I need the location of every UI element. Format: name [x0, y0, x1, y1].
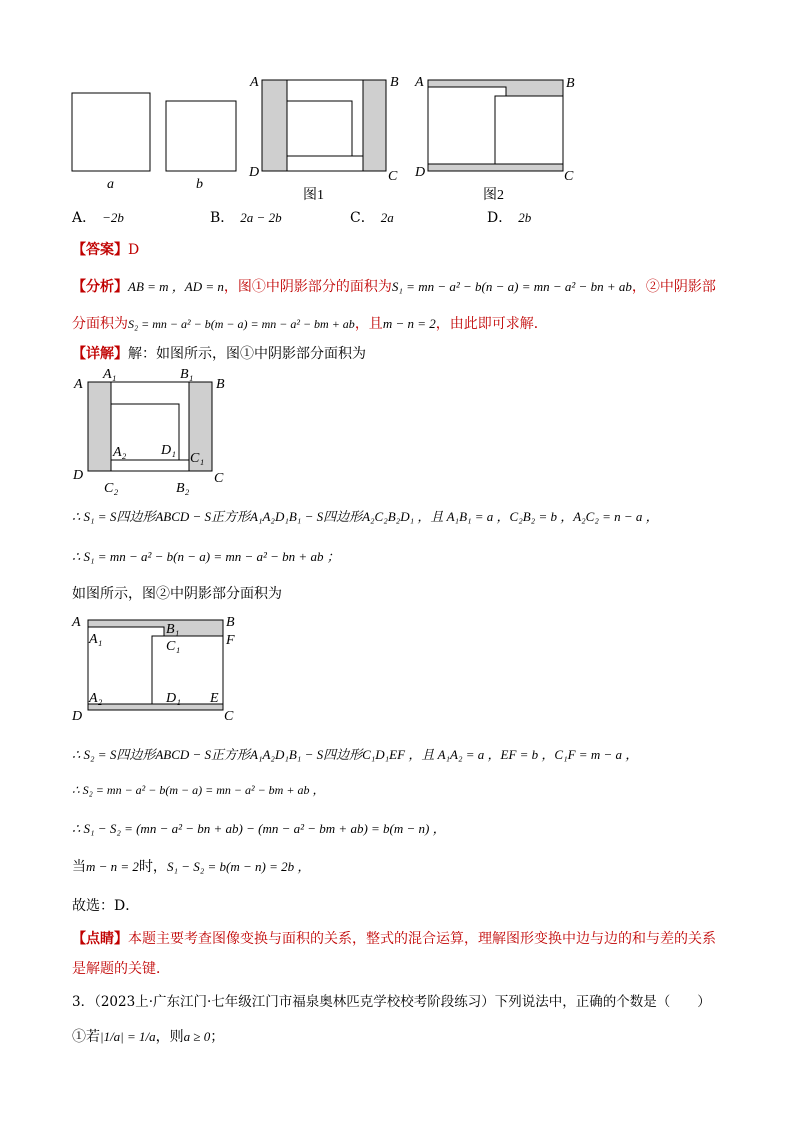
detail-line-4: ∴ S₂ = mn − a² − b(m − a) = mn − a² − bm + ab ， — [72, 783, 325, 797]
svg-text:A: A — [72, 615, 81, 630]
svg-text:B: B — [216, 377, 225, 392]
svg-text:B₂: B₂ — [176, 481, 190, 496]
figure-2 — [414, 75, 575, 203]
svg-text:C₁: C₁ — [190, 451, 205, 466]
svg-text:A₁: A₁ — [89, 632, 103, 647]
option-c[interactable]: C． 2a — [350, 210, 394, 226]
svg-text:A: A — [250, 75, 259, 90]
svg-text:B: B — [390, 75, 399, 90]
analysis-line-2: 分面积为S₂ = mn − a² − b(m − a) = mn − a² − bm + ab，且m − n = 2，由此即可求解． — [72, 316, 548, 332]
svg-text:C: C — [224, 709, 234, 724]
detail-diagram-1 — [68, 362, 238, 497]
svg-text:C: C — [214, 471, 224, 486]
svg-text:D₁: D₁ — [161, 443, 176, 458]
svg-text:A: A — [74, 377, 83, 392]
svg-text:A₂: A₂ — [89, 691, 103, 706]
comment-line-2: 是解题的关键． — [72, 961, 170, 977]
svg-text:E: E — [210, 691, 219, 706]
svg-text:B₁: B₁ — [166, 622, 180, 637]
answer-value: D — [128, 242, 140, 258]
detail-conclusion: 故选：D． — [72, 898, 140, 914]
answer-tag: 【答案】 — [72, 242, 128, 258]
detail-diagram-2 — [68, 608, 248, 726]
svg-text:A: A — [415, 75, 424, 90]
detail-line-3: ∴ S₂ = S四边形ABCD − S正方形A₁A₂D₁B₁ − S四边形C₁D₁EF ，且 A₁A₂ = a ，EF = b ，C₁F = m − a ， — [72, 747, 639, 762]
square-b-label: b — [196, 177, 203, 192]
question-3-item-1: ①若|1/a| = 1/a，则a ≥ 0； — [72, 1029, 225, 1045]
svg-text:B: B — [226, 615, 235, 630]
square-a — [72, 93, 150, 171]
svg-text:D: D — [249, 165, 260, 180]
square-b — [166, 101, 236, 171]
answer-line — [72, 239, 139, 259]
detail-intro: 【详解】解：如图所示，图①中阴影部分面积为 — [72, 346, 366, 362]
square-a-label: a — [107, 177, 114, 192]
svg-text:B: B — [566, 76, 575, 91]
svg-text:C₂: C₂ — [104, 481, 119, 496]
svg-text:D: D — [72, 709, 83, 724]
svg-text:A₁: A₁ — [103, 367, 117, 382]
svg-text:D₁: D₁ — [166, 691, 181, 706]
detail-line-2: ∴ S₁ = mn − a² − b(n − a) = mn − a² − bn + ab ； — [72, 549, 340, 564]
figure-2-caption: 图2 — [483, 188, 504, 203]
detail-intro-2: 如图所示，图②中阴影部分面积为 — [72, 586, 282, 602]
svg-text:C: C — [564, 169, 574, 184]
svg-text:C: C — [388, 169, 398, 184]
option-a[interactable]: A． −2b — [72, 210, 124, 226]
svg-text:A₂: A₂ — [113, 445, 127, 460]
figure-1-caption: 图1 — [303, 188, 324, 203]
detail-line-6: 当m − n = 2时，S₁ − S₂ = b(m − n) = 2b ， — [72, 859, 311, 875]
question-3-stem: 3．（2023上·广东江门·七年级江门市福泉奥林匹克学校校考阶段练习）下列说法中，正确的个数是（ ） — [72, 994, 711, 1010]
analysis-line-1: 【分析】AB = m ，AD = n，图①中阴影部分的面积为S₁ = mn − a² − b(n − a) = mn − a² − bn + ab，②中阴影部 — [72, 279, 716, 295]
svg-text:D: D — [73, 468, 84, 483]
top-figures — [60, 70, 600, 205]
svg-text:D: D — [415, 165, 426, 180]
detail-line-5: ∴ S₁ − S₂ = (mn − a² − bn + ab) − (mn − a² − bm + ab) = b(m − n) ， — [72, 821, 446, 836]
svg-text:C₁: C₁ — [166, 639, 181, 654]
svg-text:F: F — [226, 633, 235, 648]
svg-text:B₁: B₁ — [180, 367, 194, 382]
option-d[interactable]: D． 2b — [487, 210, 532, 226]
detail-line-1: ∴ S₁ = S四边形ABCD − S正方形A₁A₂D₁B₁ − S四边形A₂C₂B₂D₁ ，且 A₁B₁ = a ，C₂B₂ = b ，A₂C₂ = n − a ， — [72, 509, 659, 524]
comment-line-1: 【点睛】本题主要考查图像变换与面积的关系，整式的混合运算，理解图形变换中边与边的和与差的关系 — [72, 931, 716, 947]
figure-1 — [248, 75, 399, 203]
option-b[interactable]: B． 2a − 2b — [210, 210, 282, 226]
